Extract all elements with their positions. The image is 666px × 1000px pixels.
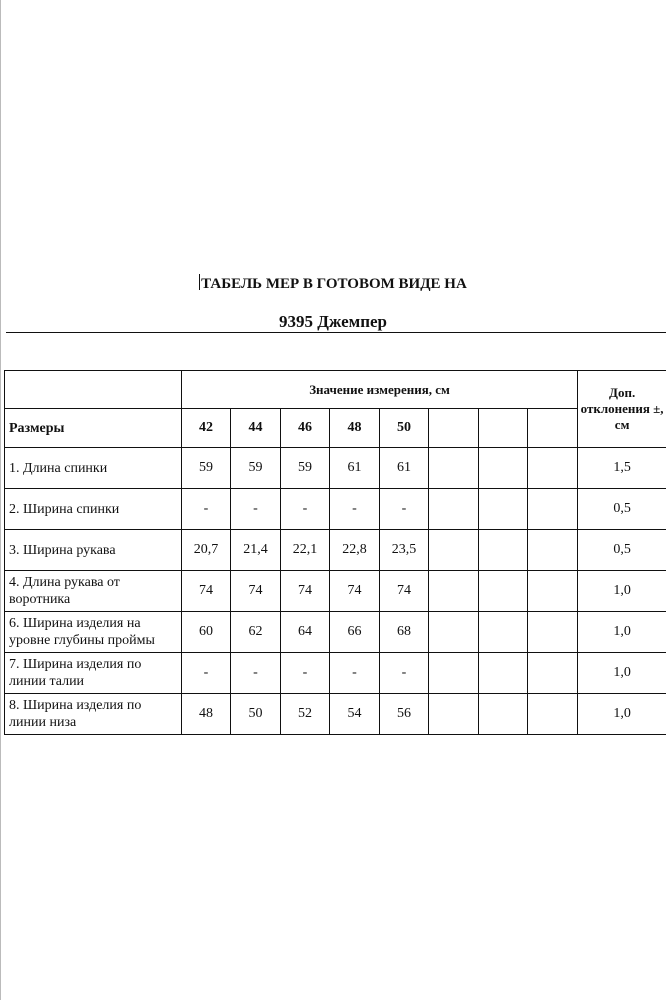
measurement-value: 21,4 [231,530,281,571]
measurement-value: - [380,489,429,530]
measurements-table [4,370,666,735]
measurement-value: 50 [231,694,281,735]
measurement-value: 59 [281,448,330,489]
measurement-value: 66 [330,612,380,653]
measurement-value [528,489,578,530]
measurement-value: 62 [231,612,281,653]
size-header: 50 [380,409,429,448]
measurement-value: 74 [281,571,330,612]
corner-cell [5,371,182,409]
measurement-value [528,448,578,489]
size-header [479,409,528,448]
measurement-label: 2. Ширина спинки [5,489,182,530]
sizes-header-row [5,409,666,448]
measurement-value: 56 [380,694,429,735]
tolerance-value: 0,5 [578,530,666,571]
sizes-label: Размеры [5,409,182,448]
measurement-value [429,448,479,489]
tolerance-value: 1,0 [578,653,666,694]
table-row [5,489,666,530]
size-header [429,409,479,448]
measurement-value: 20,7 [182,530,231,571]
tolerance-value: 1,0 [578,612,666,653]
measurement-value: - [182,653,231,694]
measurement-value: 59 [182,448,231,489]
table-row [5,612,666,653]
measurement-value: - [281,653,330,694]
measurement-value [528,653,578,694]
page-left-border [0,0,1,1000]
size-header: 42 [182,409,231,448]
table-title [0,274,666,293]
measurement-label: 7. Ширина изделия по линии талии [5,653,182,694]
measurement-value: - [380,653,429,694]
measurement-value: 22,1 [281,530,330,571]
measurement-value: 74 [182,571,231,612]
measurement-value: 61 [380,448,429,489]
measurement-value [528,694,578,735]
product-title: 9395 Джемпер [279,312,387,331]
measurement-value [479,448,528,489]
measurement-value [479,612,528,653]
tolerance-value: 1,0 [578,571,666,612]
measurement-value: 23,5 [380,530,429,571]
size-header: 44 [231,409,281,448]
measurement-value: 60 [182,612,231,653]
measurement-value: - [231,653,281,694]
header-rule [6,332,666,333]
measurement-value [479,489,528,530]
measurement-value: - [330,653,380,694]
size-header [528,409,578,448]
measurement-value [479,571,528,612]
measurement-value: 59 [231,448,281,489]
measurement-value [479,530,528,571]
measurement-value: 64 [281,612,330,653]
measurement-label: 1. Длина спинки [5,448,182,489]
size-header: 46 [281,409,330,448]
measurement-value: 48 [182,694,231,735]
measurement-value: 22,8 [330,530,380,571]
table-row [5,571,666,612]
measurement-value [479,653,528,694]
measurement-value: - [330,489,380,530]
measurement-value: 68 [380,612,429,653]
header-row-1 [5,371,666,409]
measurement-value: 54 [330,694,380,735]
size-header: 48 [330,409,380,448]
measurement-value: - [231,489,281,530]
tolerance-value: 1,5 [578,448,666,489]
table-row [5,530,666,571]
measurement-value: - [182,489,231,530]
measurement-label: 8. Ширина изделия по линии низа [5,694,182,735]
measurement-label: 6. Ширина изделия на уровне глубины проймы [5,612,182,653]
measurement-value [429,694,479,735]
measurement-value [528,612,578,653]
measurement-value [429,530,479,571]
measurement-value [528,571,578,612]
tolerance-value: 0,5 [578,489,666,530]
measurement-value: 61 [330,448,380,489]
measurement-value [429,489,479,530]
measurement-value: 74 [380,571,429,612]
measurement-value [429,612,479,653]
table-row [5,448,666,489]
measurement-value [429,653,479,694]
measurement-label: 3. Ширина рукава [5,530,182,571]
measurement-label: 4. Длина рукава от воротника [5,571,182,612]
tolerance-value: 1,0 [578,694,666,735]
measurement-value [479,694,528,735]
measurement-value: 74 [330,571,380,612]
measurement-value [429,571,479,612]
measurement-value: - [281,489,330,530]
table-row [5,694,666,735]
measurement-value: 52 [281,694,330,735]
measurement-value: 74 [231,571,281,612]
table-title-text: ТАБЕЛЬ МЕР В ГОТОВОМ ВИДЕ НА [201,276,467,292]
measurement-value [528,530,578,571]
measurement-group-header: Значение измерения, см [182,371,578,409]
tolerance-header: Доп. отклонения ±, см [578,371,666,448]
table-row [5,653,666,694]
